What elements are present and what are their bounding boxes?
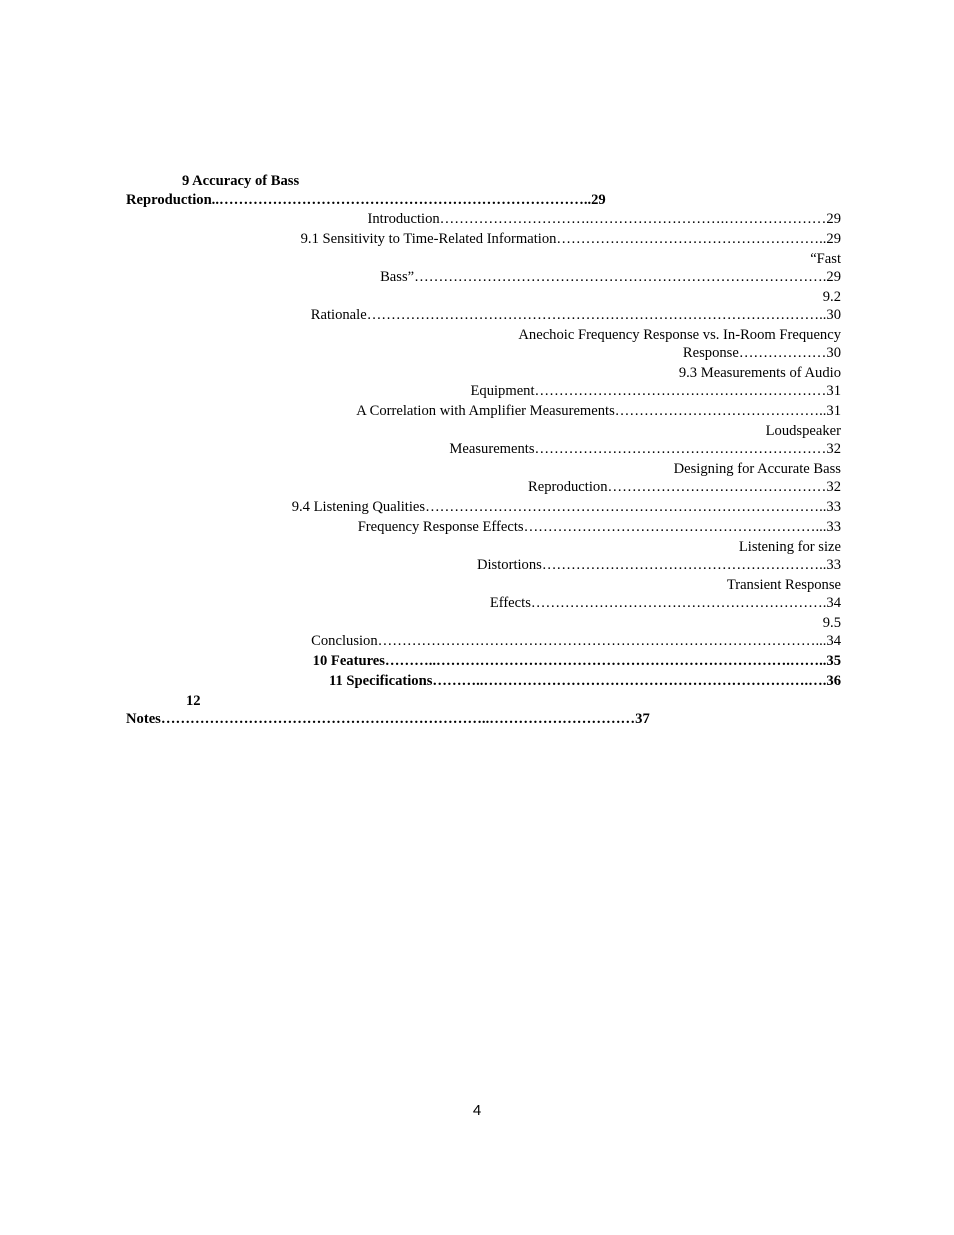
toc-entry-transient-line1: Transient Response	[726, 577, 841, 593]
toc-entry-9-3-line1: 9.3 Measurements of Audio	[678, 365, 841, 381]
toc-chapter-9-entry: Reproduction..…………………………………………………………………..29	[126, 192, 606, 208]
toc-entry-loudspeaker-line1: Loudspeaker	[765, 423, 841, 439]
toc-entry-9-5-line2: Conclusion………………………………………………………………………………...34	[311, 633, 841, 649]
toc-entry-introduction: Introduction………………………….……………………….…………………29	[367, 211, 841, 227]
toc-entry-9-2-line2: Rationale…………………………………………………………………………………..30	[310, 307, 841, 323]
toc-entry-9-5-line1: 9.5	[822, 615, 841, 631]
toc-entry-frequency-response-effects: Frequency Response Effects……………………………………………………...33	[357, 519, 841, 535]
toc-entry-9-2-line1: 9.2	[822, 289, 841, 305]
toc-entry-9-3-line2: Equipment……………………………………………………31	[470, 383, 841, 399]
toc-chapter-10: 10 Features………..……………………………………………………………….……..35	[312, 653, 841, 669]
toc-entry-designing-line2: Reproduction………………………………………32	[528, 479, 841, 495]
toc-chapter-9-title: 9 Accuracy of Bass	[182, 173, 300, 189]
toc-entry-listening-size-line1: Listening for size	[738, 539, 841, 555]
toc-entry-anechoic-line1: Anechoic Frequency Response vs. In-Room Frequency	[518, 327, 841, 343]
toc-entry-designing-line1: Designing for Accurate Bass	[673, 461, 841, 477]
page-number: 4	[472, 1102, 482, 1119]
toc-entry-loudspeaker-line2: Measurements……………………………………………………32	[449, 441, 841, 457]
toc-entry-listening-size-line2: Distortions…………………………………………………..33	[476, 557, 841, 573]
toc-chapter-11: 11 Specifications………..………………………………………………………….….36	[329, 673, 841, 689]
toc-entry-9-4: 9.4 Listening Qualities………………………………………………………………………..33	[291, 499, 841, 515]
toc-chapter-12-entry: Notes…………………………………………………………..…………………………37	[126, 711, 650, 727]
toc-chapter-12-number: 12	[186, 693, 201, 709]
toc-entry-transient-line2: Effects…………………………………………………….34	[489, 595, 841, 611]
toc-entry-anechoic-line2: Response………………30	[682, 345, 841, 361]
toc-entry-amplifier-correlation: A Correlation with Amplifier Measurements……………………………………..31	[356, 403, 841, 419]
toc-entry-9-1: 9.1 Sensitivity to Time-Related Information………………………………………………..29	[300, 231, 841, 247]
toc-entry-fast-bass-line1: “Fast	[810, 251, 841, 267]
toc-entry-fast-bass-line2: Bass”………………………………………………………………………….29	[380, 269, 841, 285]
